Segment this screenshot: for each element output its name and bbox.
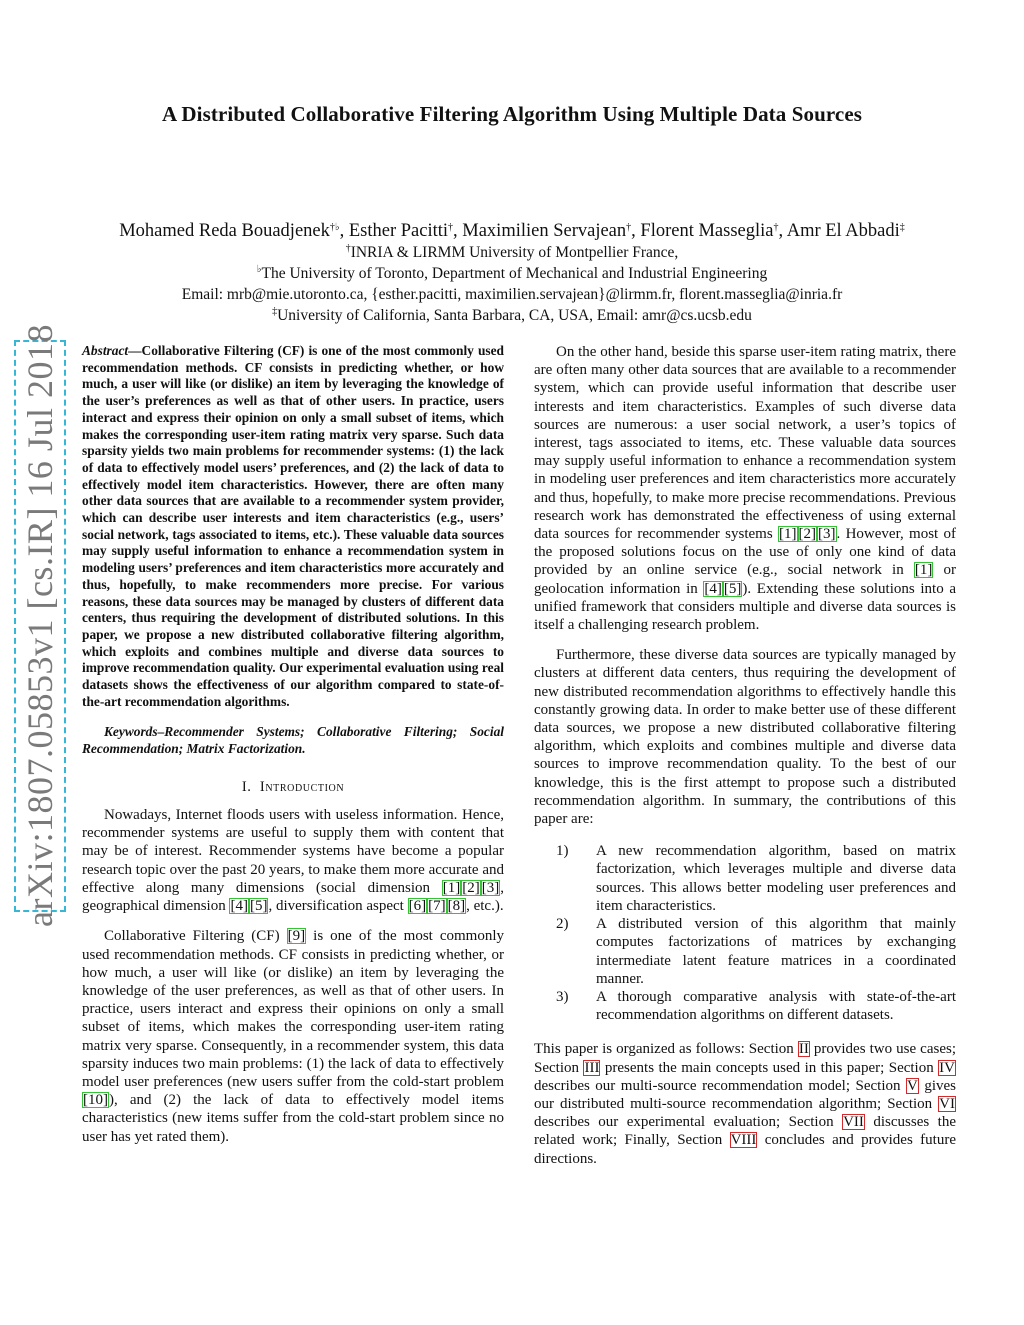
- intro-paragraph-1: [82, 806, 504, 915]
- citation-link[interactable]: [4]: [230, 898, 248, 915]
- author-list: Mohamed Reda Bouadjenek†♭, Esther Pacitti†, Maximilien Servajean†, Florent Masseglia†, Amr El Abbadi‡: [119, 221, 905, 241]
- section-link[interactable]: VII: [843, 1114, 864, 1131]
- contributions-list: [534, 842, 956, 1024]
- list-item: [534, 842, 956, 915]
- list-text: A new recommendation algorithm, based on matrix factorization, which leverages multiple and diverse data sources. This allows better modeling user preferences and item characteristics.: [596, 843, 956, 914]
- right-column: [534, 343, 956, 1168]
- author-name: Esther Pacitti: [348, 221, 449, 241]
- text-run: . However, most of the proposed solutions focus on the use of only one kind of data provided by an online service (e.g., social network in: [534, 526, 957, 579]
- author-name: Maximilien Servajean: [462, 221, 627, 241]
- affiliation-mark: †: [345, 243, 351, 254]
- author-mark: †♭: [329, 222, 340, 233]
- section-link[interactable]: IV: [939, 1059, 955, 1076]
- text-run: This paper is organized as follows: Section: [534, 1041, 798, 1058]
- affiliation-mark: ‡: [272, 306, 278, 317]
- intro-paragraph-2: [82, 927, 504, 1145]
- text-run: , diversification aspect: [268, 898, 408, 915]
- affiliation-emails: [0, 286, 1024, 304]
- author-name: Mohamed Reda Bouadjenek: [119, 221, 330, 241]
- abstract-text: —Collaborative Filtering (CF) is one of the most commonly used recommendation methods. CF consists in predicting whether, or how much, a user will like (or dislike) an item by leveraging the knowledge of the user’s preferences as well as that of other users. In practice, users interact and express their opinion on only a small subset of items, which makes the corresponding user-item rating matrix very sparse. Such data sparsity yields two main problems for recommender systems: (1) the lack of data to effectively model users’ preferences, and (2) the lack of data to effectively model item characteristics. However, there are often many other data sources that are available to a recommender system provider, which can describe user interests and item characteristics (e.g., users’ social network, tags associated to items, etc.). These valuable data sources may supply useful information to enhance a recommendation system in modeling users’ preferences and item characteristics more accurately and thus, hopefully, to make recommenders more precise. For various reasons, these data sources may be managed by clusters of different data centers, thus requiring the development of distributed solutions. In this paper, we propose a new distributed collaborative filtering algorithm, which exploits and combines multiple and diverse data sources to improve recommendation quality. Our experimental evaluation using real datasets shows the effectiveness of our algorithm compared to state-of-the-art recommendation algorithms.: [82, 343, 504, 709]
- citation-link[interactable]: [10]: [83, 1092, 108, 1109]
- arxiv-stamp: arXiv:1807.05853v1 [cs.IR] 16 Jul 2018: [20, 324, 60, 927]
- author-mark: †: [773, 222, 779, 233]
- affiliation-text: University of California, Santa Barbara, CA, USA, Email: amr@cs.ucsb.edu: [277, 307, 752, 324]
- section-link[interactable]: VI: [939, 1095, 955, 1112]
- citation-link[interactable]: [9]: [287, 928, 306, 945]
- author-mark: †: [448, 222, 454, 233]
- text-run: Nowadays, Internet floods users with useless information. Hence, recommender systems are useful to supply them with content that may be of interest. Recommender systems have become a popular research topic over the past 20 years, to make them more accurate and effective along many dimensions (social dimension: [82, 807, 504, 896]
- citation-link[interactable]: [2]: [462, 879, 480, 896]
- list-number: 3): [556, 988, 569, 1005]
- citation-link[interactable]: [1]: [914, 562, 933, 579]
- text-run: Collaborative Filtering (CF): [104, 928, 287, 945]
- author-mark: ‡: [899, 222, 905, 233]
- affiliation-inria: [0, 244, 1024, 262]
- citation-link[interactable]: [5]: [249, 898, 268, 915]
- right-paragraph-1: [534, 343, 956, 634]
- text-run: provides two use cases; Section: [534, 1041, 956, 1076]
- section-link[interactable]: VIII: [730, 1132, 757, 1149]
- affiliation-text: INRIA & LIRMM University of Montpellier France,: [350, 244, 679, 261]
- section-title: Introduction: [259, 778, 345, 795]
- citation-link[interactable]: [8]: [447, 898, 466, 915]
- paper-title: A Distributed Collaborative Filtering Algorithm Using Multiple Data Sources: [161, 102, 863, 127]
- citation-link[interactable]: [7]: [428, 898, 446, 915]
- author-name: Florent Masseglia: [640, 221, 774, 241]
- citation-link[interactable]: [1]: [442, 879, 461, 896]
- citation-link[interactable]: [4]: [704, 580, 722, 597]
- text-run: ), and (2) the lack of data to effectively model items characteristics (new items suffer from the cold-start problem since no user has yet rated them).: [82, 1092, 504, 1145]
- affiliation-toronto: [0, 265, 1024, 283]
- section-link[interactable]: V: [907, 1077, 918, 1094]
- section-heading-introduction: [82, 778, 504, 796]
- text-run: describes our multi-source recommendation model; Section: [534, 1077, 906, 1094]
- text-run: is one of the most commonly used recommendation methods. CF consists in predicting whether, or how much, a user will like (or dislike) an item by leveraging the knowledge of the user preferences, as well as that of other users. In practice, users interact and express their opinions on only a small subset of items, which makes the corresponding user-item rating matrix very sparse. Consequently, in a recommender system, this data sparsity induces two main problems: (1) the lack of data to effectively model user preferences (new users suffer from the cold-start problem: [82, 928, 504, 1090]
- list-item: [534, 988, 956, 1024]
- section-link[interactable]: II: [798, 1041, 809, 1058]
- list-item: [534, 915, 956, 988]
- citation-link[interactable]: [3]: [818, 526, 836, 543]
- text-run: concludes and provides future directions.: [534, 1132, 956, 1167]
- section-link[interactable]: III: [584, 1059, 600, 1076]
- text-run: or geolocation information in: [534, 562, 957, 597]
- list-text: A distributed version of this algorithm that mainly computes factorizations of matrices by exchanging intermediate latent feature matrices in a coordinated manner.: [596, 916, 956, 987]
- right-paragraph-2: Furthermore, these diverse data sources are typically managed by clusters at different data centers, thus requiring the development of new distributed recommendation algorithms to effectively handle this constantly growing data. In order to make better use of these different data sources, we propose a new distributed collaborative filtering algorithm, which exploits and combines multiple and diverse data sources to improve recommendation quality. To the best of our knowledge, this is the first attempt to propose such a distributed recommendation algorithm. In summary, the contributions of this paper are:: [534, 647, 956, 828]
- list-text: A thorough comparative analysis with state-of-the-art recommendation algorithms on different datasets.: [596, 988, 956, 1024]
- author-name: Amr El Abbadi: [786, 221, 900, 241]
- citation-link[interactable]: [5]: [723, 580, 742, 597]
- text-run: On the other hand, beside this sparse user-item rating matrix, there are often many other data sources that are available to a recommender system, which can provide useful information that describe user interests and item characteristics. Examples of such diverse data sources are numerous: a user social network, a user’s topics of interest, tags associated to items, etc. These valuable data sources may supply useful information to enhance a recommendation system in modeling user preferences and item characteristics more accurately and thus, hopefully, to make more precise recommendations. Previous research work has demonstrated the effectiveness of using external data sources for recommender systems: [534, 344, 956, 543]
- abstract: [82, 343, 504, 710]
- list-number: 2): [556, 916, 569, 933]
- text-run: presents the main concepts used in this paper; Section: [600, 1059, 939, 1076]
- citation-link[interactable]: [3]: [481, 879, 500, 896]
- text-run: ). Extending these solutions into a unified framework that considers multiple and diverse data sources is itself a challenging research problem.: [534, 580, 956, 634]
- list-number: 1): [556, 843, 569, 860]
- abstract-label: Abstract: [82, 343, 129, 358]
- affiliation-ucsb: [0, 307, 1024, 325]
- text-run: , geographical dimension: [82, 879, 504, 915]
- text-run: describes our experimental evaluation; Section: [534, 1114, 843, 1131]
- left-column: [82, 343, 504, 1146]
- text-run: gives our distributed multi-source recommendation algorithm; Section: [534, 1077, 956, 1112]
- author-mark: †: [626, 222, 632, 233]
- organization-paragraph: [534, 1040, 956, 1167]
- affiliation-text: The University of Toronto, Department of Mechanical and Industrial Engineering: [261, 265, 768, 282]
- citation-link[interactable]: [1]: [779, 526, 797, 543]
- affiliation-text: Email: mrb@mie.utoronto.ca, {esther.pacitti, maximilien.servajean}@lirmm.fr, florent.masseglia@inria.fr: [181, 286, 843, 303]
- citation-link[interactable]: [6]: [408, 898, 427, 915]
- text-run: , etc.).: [466, 898, 504, 915]
- citation-link[interactable]: [2]: [798, 526, 817, 543]
- affiliation-mark: ♭: [256, 264, 262, 275]
- section-number: I.: [241, 778, 252, 795]
- keywords: Keywords–Recommender Systems; Collaborative Filtering; Social Recommendation; Matrix Factorization.: [82, 724, 504, 757]
- text-run: discusses the related work; Finally, Section: [534, 1114, 956, 1149]
